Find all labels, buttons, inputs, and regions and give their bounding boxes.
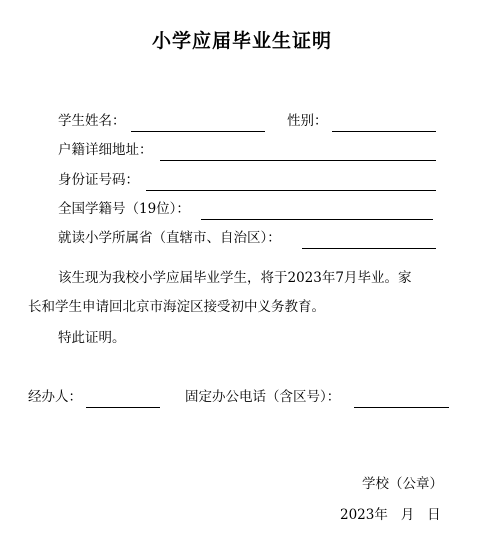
body-line-1: 该生现为我校小学应届毕业学生，将于2023年7月毕业。家 bbox=[58, 270, 412, 286]
primary-school-label: 就读小学所属省（直辖市、自治区）： bbox=[58, 230, 281, 246]
gender-label: 性别： bbox=[287, 113, 328, 129]
household-address-label: 户籍详细地址： bbox=[58, 142, 153, 158]
signature-row bbox=[0, 387, 484, 407]
national-student-id-line[interactable] bbox=[201, 199, 433, 220]
id-number-line[interactable] bbox=[146, 170, 436, 191]
field-row-id bbox=[0, 170, 484, 190]
school-seal-text: 学校（公章） bbox=[362, 476, 443, 492]
gender-line[interactable] bbox=[332, 111, 436, 132]
field-row-student-id bbox=[0, 199, 484, 219]
household-address-line[interactable] bbox=[160, 140, 436, 161]
national-student-id-label: 全国学籍号（19位）： bbox=[58, 201, 190, 217]
student-name-line[interactable] bbox=[131, 111, 265, 132]
field-row-school bbox=[0, 228, 484, 248]
phone-line[interactable] bbox=[354, 387, 449, 408]
student-name-label: 学生姓名： bbox=[58, 113, 126, 129]
phone-label: 固定办公电话（含区号）： bbox=[185, 389, 341, 405]
date-text: 2023年 月 日 bbox=[340, 507, 441, 523]
field-row-address bbox=[0, 140, 484, 160]
body-line-2: 长和学生申请回北京市海淀区接受初中义务教育。 bbox=[28, 299, 325, 315]
field-row-name-gender bbox=[0, 111, 484, 131]
primary-school-line[interactable] bbox=[302, 228, 436, 249]
id-number-label: 身份证号码： bbox=[58, 172, 139, 188]
closing-text: 特此证明。 bbox=[58, 330, 126, 346]
handler-line[interactable] bbox=[86, 387, 160, 408]
handler-label: 经办人： bbox=[28, 389, 82, 405]
page-title: 小学应届毕业生证明 bbox=[151, 30, 332, 52]
